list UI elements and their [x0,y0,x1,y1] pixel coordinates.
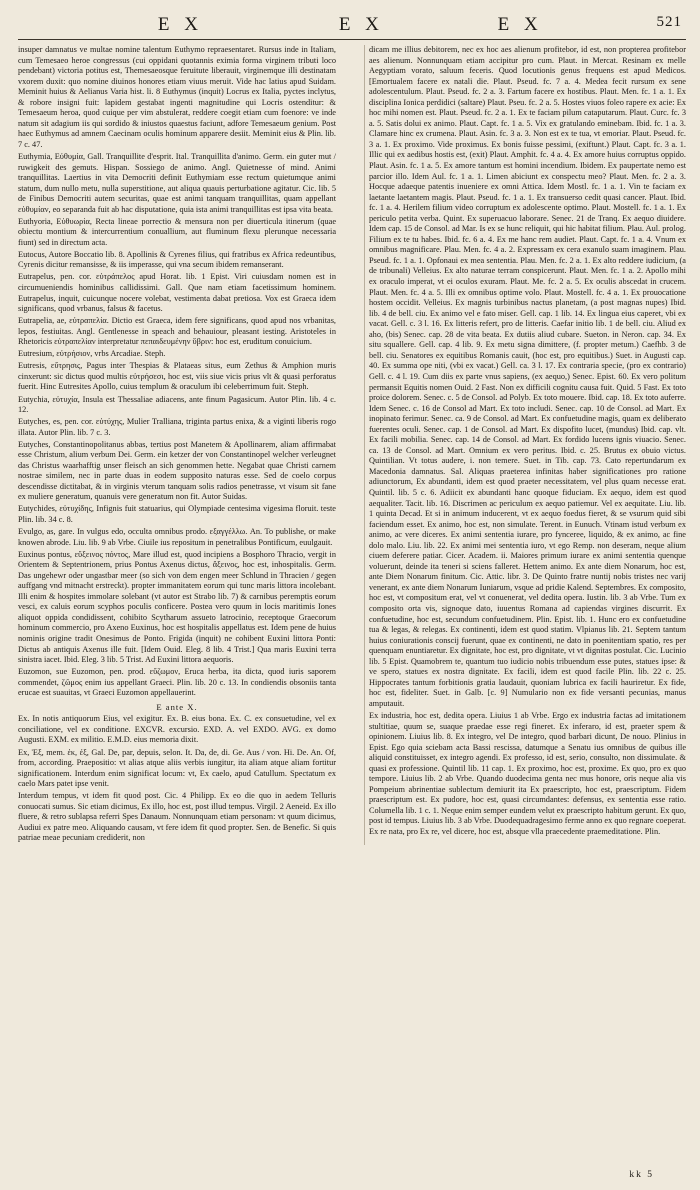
catchword: kk 5 [629,1170,654,1180]
dictionary-entry: Eutrapelia, ae, εὐτραπελία. Dictio est Graeca, idem fere significans, quod apud nos vrbanitas, lepos, festiuitas. Angl. Gentlenesse in speach and behauiour, pleasant iesting. Aristoteles in Rhetoricis εὐτραπελίαν interpretatur πεπαιδευμένην ὕβριν: hoc est, eruditum conuicium. [18,316,336,347]
running-head [18,6,686,40]
dictionary-entry: Eutyches, es, pen. cor. εὐτύχης, Mulier Tralliana, triginta partus enixa, & a viginti liberis rogo illata. Autor Plin. lib. 7 c. 3. [18,417,336,437]
dictionary-entry: Eutrapelus, pen. cor. εὐτράπελος apud Horat. lib. 1 Epist. Viri cuiusdam nomen est in circumueniendis hominibus callidissimi. Gall. Que nam etiam facetissimum hominem. Eutrapelus, inquit, cuicunque nocere volebat, vestimenta dabat pretiosa. Vox est Graeca idem significans, quod vrbanus, falsus & facetus. [18,272,336,314]
right-column [364,45,686,845]
dictionary-entry: Eutocus, Autore Boccatio lib. 8. Apollinis & Cyrenes filius, qui fratribus ex Africa redeuntibus, Cyrenis dicitur remansisse, & iis imperasse, qui vna secum ibidem remanserant. [18,249,336,270]
dictionary-entry: Eutresis, εὔτρησις, Pagus inter Thespias & Plataeas situs, eum Zethus & Amphion muris cinxerunt: sic dictus quod multis εὐτρήσεσι, hoc est, viis siue vicis prius vlt & quasi perforatus fuerit. Hinc Eutresites Apollo, cuius templum & oraculum ibi celeberrimum fuit. Steph. [18,361,336,392]
left-column-after-entries [18,714,336,844]
dictionary-entry: Eutresium, εὐτρήσιον, vrbs Arcadiae. Steph. [18,349,166,359]
dictionary-entry: Ex. In notis antiquorum Eius, vel exigitur. Ex. B. eius bona. Ex. C. ex consuetudine, vel ex conciliatione, vel ex conditione. EXCVR. excursio. EXD. A. vel EXDO. AVG. ex domo Augusti. EXM. ex militio. E.M.D. eius memoria dixit. [18,714,336,745]
dictionary-entry: Interdum tempus, vt idem fit quod post. Cic. 4 Philipp. Ex eo die quo in aedem Telluris conuocati sumus. Sic etiam dicimus, Ex illo, hoc est, post illud tempus. Virgil. 2 Aeneid. Ex illo fluere, & retro sublapsa referri Spes Danaum. Nonnunquam etiam personam: vt quum dicimus, Audiui ex patre meo. Aliquando causam, vt fere idem fit quod propter. Sen. de Benefic. Si quis patriae meae pecuniam crediderit, non [18,791,336,843]
dictionary-entry: Evulgo, as, gare. In vulgus edo, occulta omnibus prodo. εξαγγέλλω. An. To publishe, or make knowen abrode. Liu. lib. 9 ab Vrbe. Ciuile ius repositum in penetralibus Pontificum, euulgauit. [18,527,336,547]
running-head-center: E X [338,14,384,35]
dictionary-entry: Eutyches, Constantinopolitanus abbas, tertius post Manetem & Apollinarem, aliam affirmabat esse Christum, alium verbum Dei. Germ. ein ketzer der von Constantinopel welcher verleugnet das Christus waarhafftig unser fleisch an sich genommen hette. Negabat quae Christi carnem nostrae similem, nec in parte duas in eodem supposito naturas esse. Sed de coelo corpus descendisse dictitabat, & in virginis vterum tanquam solis radios penetrasse, vt visum sit fane ex muliere generatum, quanuis vere generatum non fit. Autor Suidas. [18,439,336,502]
right-column-entries [369,45,686,838]
section-heading: E ante X. [156,701,198,712]
dictionary-entry: Euthyoria, Εὐθυωρία, Recta lineae porrectio & mensura non per diuerticula itinerum (quae obiectu montium & intercurrentium conuallium, aut fluminum flexu plerunque necessaria fiunt) sed in directum acta. [18,216,336,247]
dictionary-entry: dicam me illius debitorem, nec ex hoc aes alienum profitebor, id est, non propterea profitebor aes alienum. Nonnunquam etiam accipitur pro cum. Plaut. in Mercat. Resinam ex melle Aegyptiam vorato, saluum feceris. Quod locutionis genus frequens est apud Medicos. [Emortualem facere ex natali die. Plaut. Pseud. fc. 7 a. 4. Medea fecit rursum ex sene adolescentulum. Plaut. Pseud. fc. 2 a. 3. Fartum facere ex hostibus. Plaut. Men. fc. 1 a. 1. Ex disciplina Ionica perdidici (saltare) Plaut. Pseu. fc. 2 a. 5. Hostes viuos foleo rapere ex acie: Ex hoc mihi nomen est. Plaut. Pseud. fc. 2 a. 1. Ex te faciam pilum cataputarum. Plaut. Curc. fc. 3 a. 5. Satis dolui ex animo. Plaut. Capt. fc. 1 a. 5. Vix ex gratulando eminebam. Ibid. fc. 1 a. 3. Clamare hinc ex crumena. Plaut. Asin. fc. 3 a. 3. Non est ex te tua, vt emoriar. Plaut. Pseud. fc. 3 a. 1. Ex proximo. Vide proximus. Ex bonis fuisse pessimi, (exiftunt.) Plaut. Capt. fc. 3 a. 1. Illic qui ex aedibus hostis est, (exit) Plaut. Amphit. fc. 4 a. 4. Ex amore huius corruptus oppido. Plaut. Asin. fc. 1 a. 5. Ex amore tantum est homini incendium. Ibidem. Ex paupertate nemo est parcior illo. Idem Aul. fc. 1 a. 1. Limen abiciunt ex conspectu meo? Plaut. Men. fc. 2 a. 3. Hocque adaeque patentis inueniere ex omni Attica. Idem Mostl. fc. 1 a. 1. Vin te faciam ex laetante laetantem magis. Plaut. Pseud. fc. 1 a. 1. Ex transuerso cedit quasi cancer. Plaut. Ibid. fc. 1 a. 4. Herilem filium video corruptum ex adolescente optimo. Plaut. Mostell. fc. 1 a. 1. Ex periculo petita verba. Quint. Ex superuacuo laborare. Senec. 21 de Tranq. Ex aequo diuidere. Idem cap. 15 de Consol. ad Mar. Is ex se hunc reliquit, qui hic habitat filium. Plau. Aul. prolog. Filium ex te tu habes. Ibid. fc. 6 a. 4. Ex me hanc rem audiet. Plaut. Capt. fc. 1 a. 4. Vnum ex omnibus magnificare. Plau. Men. fc. 4 a. 2. Expressam ex cera exanulo suam imaginem. Plau. Pseud. fc. 1 a. 1. Opfonaui ex mea sententia. Plau. Men. fc. 2 a. 1. Ex alto reddere iudicium, (a de tribunali) Velleius. Ex alto naturae terram conspicerunt. Plaut. Men. fc. 1 a. 2. Apollo mihi ex oraculo imperat, vt ei oculos exuram. Plaut. Me. fc. 2 a. 5. Ex oculis abscedat in crucem. Plaut. Men. fc. 4 a. 5. Illi ex omnibus optime volo. Plaut. Mostell. fc. 4 a. 1. Ex prouocatione hostem occidit. Velleius. Ex magnis turbinibus nactus planetam, (a post magnas nupes) Ibid. lib. 4 de bell. ciu. Ex animo vel e fato miser. Gell. cap. 1 lib. 14. Ex lingua eius caperet, vbi ex vacat. Gell. c. 3 l. 16. Ex litteris refert, pro de litteris. Caefar initio lib. 1 de bell. ciu. Aliud ex aho, (bis) Senec. cap. 28 de vita beata. Ex dutiis aliud cubare. Sueton. in Neron. cap. 34. Ex situ squallere. Gell. cap. 4 lib. 9. Ex metu signa dimittere, (f. propter metum.) Caefhb. 3 de bell. ciu. Senatores ex equitibus Romanis cauit, (hoc est, pro equitibus.) Suet. in Augusti cap. 40. Ex summa ope niti, (vbi ex vacat.) Gell. ca. 3 l. 17. Ex contraria specie, (pro ex contrario) Gell. c. 4 l. 19. Cum diis ex parte vnus sapiens, (ex aequo,) Senec. Epist. 60. Ex vero politum permansit Equitis nomen Ouid. 2 Fast. Non ex difficili cognitu causa fuit. Quid. 5 Fast. Ex toto proice dolorem. Senec. c. 5 de Consol. ad Polyb. Ex toto mouere. Ibid. cap. 18. Ex toto auferre. Idem Senec. c. 16 de Consol ad Mart. Ex toto includi. Senec. cap. 10 de Consol. ad Mart. Ex inopinato ferimur. Senec. ca. 9 de Consol. ad Mart. Ex confuetudine magis, quam ex deliberato fuerentes oculi. Senec. cap. 1 de Consol. ad Mart. Ex dispofito lucet, (mundus) Ibid. cap. vlt. Ex facili mobilia. Senec. cap. 14 de Consol. ad Mart. Ex fordido lucens ignis viuacio. Senec. ca. 13 de Consol. ad Mart. Omnium ex vero peritus. Ibid. c. 25. Brutus ex obuio victus. Quintilian. Vt totus audere, i. non temere. Suet. in Tib. cap. 73. Cato repertundarum ex Macedonia damnatus. Sal. Aliquas praeterea infinitas haber significationes pro ratione adiunctorum, Ex abundanti, idem est quod praeter necessitatem, vel plus quam necesse erat. Quintil. lib. 5 c. 6. Adiicit ex abundanti hanc quoque fiduciam. Ex aequo, idem est quod aequaliter. Tacit. lib. 16. Discrimen ac periculum ex aequo patiemur. Vel ex aequitate. Liu. lib. 1 quinta Decad. Et si in animum inducerent, vt ex aequo foedus fieret, & se vsurum quid sibi faciendum esset. Ex animo, hoc est, non simulate. Terent. in Eunuch. Vtinam istud verbum ex animo, ac vere diceres. Ex animi sententia iurare, pro fynceree, liquido, & ex animo, ac fine dolo malo. Liu. lib. 22. Ex animi mei sententia iuro, vt ego Remp. non deseram, neque alium ciuem deferere patiar. Cicer. Academ. ii. Maiores primum iurare ex animi sententia quenque voluerunt, deinde ita teneri si sciens falleret. Hettem animo. Ex ante diem Nonarum, hoc est, ante Diem Nonarum finitum. Cic. Attic. libr. 3. De Quinto fratre nuntij nobis tristes nec varij venerant, ex ante diem Nonarum Iuniarum, vsque ad pridie Kalend. Septembres. Ex composito, hoc est, vt compositum erat, vel vt conuenerat, vel dedita opera. Iustin. lib. 3 ab Vrbe. Tum ex composito orta vis, signoque dato, iuuentus Romana ad capiendas virgines discurrit. Ex confuetudine, hoc est, secundum confuetudinem. Plin. Epist. lib. 1. Hunc ero ex confuetudine tua & legas, & relegas. Ex continenti, idem est quod statim. Vlpianus lib. 21. Septem tantum huius coniurationis conscij fuerunt, quae ex continenti, ne dato in poenitentiam spatio, res per quenquam enuntiaretur. Ex dignitate, hoc est, pro dignitate, vt vt dignitas postulat. Cic. Lucinio lib. 5 Epist. Quamobrem te, quantum tuo iudicio nobis tribuendum esse putes, statues ipse: & ve spero, statues ex nostra dignitate. Ex facili, idem est quod facile Plin. lib. 22 c. 25. Hippocrates tantum forbitionis gratia laudauit, quoniam lubrica ex facili hauriretur. Ex fide, hoc est, fideliter. Suet. in Galb. [c. 9] Numulario non ex fide versanti pecunias, manus amputauit. [369,45,686,708]
dictionary-entry: Euthymia, Εὐθυμία, Gall. Tranquillite d'esprit. Ital. Tranquillita d'animo. Germ. ein guter mut / ruwigkeit des gemuts. Hispan. Sossiego de animo. Angl. Quietnesse of mind. Animi tranquillitas. Laertius in vita Democriti definit Euthymiam esse rectum quietumque animi statum, dum nullo metu, nulla superstitione, aut aliqua quauis perturbatione agitatur. Cic. lib. 5 de Finibus Democriti autem securitas, quae est animi tanquam tranquillitas, quam appellant εὐθυμίαν, eo separanda fuit ab hac disputatione, quia ista animi tranquillitas est ipsa vita beata. [18,151,336,214]
left-column [18,45,340,845]
running-head-left: E X [157,14,203,35]
dictionary-entry: insuper damnatus ve multae nomine talentum Euthymo repraesentaret. Rursus inde in Italiam, cum Temesaeo heroe congressus (cui oppidani quotannis eximia forma virginem tributi loco pendebant) victoria potitus est, Themesaeosque feruitute liberauit, virginemque illi destinatam vxorem duxit: quo nomine diuinos honores etiam viuus meruit. Vide hac latius apud Suidam. Meminit huius & Aelianus Varia hist. li. 8 Euthymus (inquit) Locrus ex Italia, pyctes inclytus, & robore insigni fuit: lapidem gestabat ingenti magnitudine qui Locris ostenditur: & Temesaeum heroa, quod cuique per vim abstulerat, reddere coegit etiam cum foenore: ve inde natum sit adagium iis qui sordido & iniustos quaestus faciunt, adfore Temesaeum genium. Post haec Euthymus ad amnem Caecinam oculis hominum apparere desiit. Meminit eius & Plin. lib. 7 c. 47. [18,45,336,149]
left-column-entries [18,45,336,699]
dictionary-entry: Euxinus pontus, εὔξεινος πόντος, Mare illud est, quod incipiens a Bosphoro Thracio, vergit in Orientem & Septentrionem, prius Pontus Axenus dictus, ἄξεινος, hoc est, inhospitalis. Germ. Das ungehewr oder ungastbar meer (so sich von dem engen meer Schlund in Thracien / gegen auffgang vnd mitnacht erstreckt). propter immanitatem eorum qui tunc maris littora incolebant. Illi enim & hospites immolare solebant (vt autor est Strabo lib. 7) & carnibus peremptis eorum vesci, ex caluis eorum scyphos poculis conficere. Postea vero quum in locis maritimis Iones aliquot oppida condidissent, cohibito Scytharum assueto latrocinio, receptoque Graecorum hominum commercio, pro Axeno Euxinus, hoc est hospitalis appellatus est. Idem pene de huius nominis origine tradit Onesimus de Ponto. Frigida (inquit) ne cohibent Euxini littora Ponti: Dictus ab antiquis Axenus ille fuit. [Idem Ouid. Eleg. 8 lib. 4 Trist.] Qua maris Euxini terra sinistra iacet. Ibid. Eleg. 3 lib. 5 Trist. Ad Euxini littora aequoris. [18,549,336,665]
page-number: 521 [656,14,682,30]
dictionary-entry: Eutychides, εὐτυχίδης, Infignis fuit statuarius, qui Olympiade centesima vigesima floruit. teste Plin. lib. 34 c. 8. [18,504,336,525]
dictionary-entry: Euzomon, sue Euzomon, pen. prod. εὔζωμον, Eruca herba, ita dicta, quod iuris saporem commendet, ζῶμος enim ius appellant Graeci. Plin. lib. 20 c. 13. In condiendis obsoniis tanta erucae est suauitas, vt Graeci Euzomon appellauerint. [18,667,336,698]
running-head-right-group [339,14,682,36]
running-head-right: E X [497,14,543,35]
text-columns [18,45,686,845]
dictionary-entry: Ex, Ἐξ, mem. ἐκ, ἐξ, Gal. De, par, depuis, selon. It. Da, de, di. Ge. Aus / von. Hi. De. An. Of, from, according. Praepositio: vt alias atque aliis verbis iungitur, ita aliam atque aliam fortitur significationem. Interdum enim significat locum: vt, Ex caelo, apud Catullum. Spectatum ex caelo Mars patet ipse venit. [18,747,336,789]
dictionary-entry: Eutychia, εὐτυχία, Insula est Thessaliae adiacens, ante finum Pagasicum. Autor Plin. lib. 4 c. 12. [18,394,336,415]
dictionary-entry: Ex industria, hoc est, dedita opera. Liuius 1 ab Vrbe. Ergo ex industria factas ad imitationem stultitiae, quum se, suaque praedae esse regi fineret. Ex inferaro, id est, praeter spem & opinionem. Liuius lib. 8. Ex integro, vel De integro, quod barbari dicunt, De nouo. Plinius in Epist. Ego quia sciebam acta Bassi rescissa, datumque a Senatu ius omnibus de quibus ille aliquid constituisset, ex integro agendi. Ex professo, id est, serio, consulto, non dissimulate. & quasi ex professione. Quintil lib. 11 cap. 1. Ex proximo, hoc est, proxime. Ex quo, pro ex quo tempore. Liuius lib. 2 ab Vrbe. Quando duodecima genta nec mus honore, oris neque alia vis Pompeium abrinentiae sublectum demiurit ita Ex praescripto, hoc est, praescriptum. Fidem praescriptum est. Ex pudore, hoc est, quasi circumdantes: defensus, ex sententia esse ratio. Columella lib. 1 c. 1. Neque enim semper eundem velut ex praescripto habitum gerunt. Ex quo, post id tempus. Liuius lib. 3 ab Vrbe. Duodequadragesimo ferme anno ex quo regnare coeperat. Ex re nata, pro Ex re, vel dicere, hoc est, absque vlla praecedente praemeditatione. Plin. [369,710,686,836]
